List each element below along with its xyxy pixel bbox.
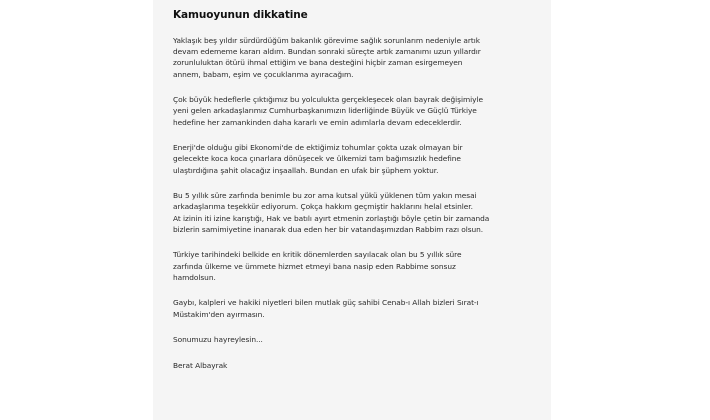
paragraph-2: [173, 94, 533, 128]
text-line: Gaybı, kalpleri ve hakiki niyetleri bilen mutlak güç sahibi Cenab-ı Allah bizleri Sırat-ı: [173, 298, 479, 308]
text-line: Sonumuzu hayreylesin...: [173, 335, 263, 345]
paragraph-6: [173, 297, 533, 319]
letter-page: [153, 0, 551, 420]
closing-line: [173, 334, 533, 345]
text-line: gelecekte koca koca çınarlara dönüşecek ve ülkemizi tam bağımsızlık hedefine: [173, 154, 461, 164]
paragraph-1: [173, 35, 533, 80]
text-line: zorunluluktan ötürü ihmal ettiğim ve bana desteğini hiçbir zaman esirgemeyen: [173, 58, 463, 68]
text-line: zarfında ülkeme ve ümmete hizmet etmeyi bana nasip eden Rabbime sonsuz: [173, 261, 456, 271]
paragraph-3: [173, 142, 533, 176]
text-line: Bu 5 yıllık süre zarfında benimle bu zor ama kutsal yükü yüklenen tüm yakın mesai: [173, 191, 477, 201]
text-line: ulaştırdığına şahit olacağız inşaallah. Bundan en ufak bir şüphem yoktur.: [173, 165, 439, 175]
text-line: Berat Albayrak: [173, 360, 228, 370]
text-line: Müstakim'den ayırmasın.: [173, 309, 265, 319]
text-line: Çok büyük hedeflerle çıktığımız bu yolculukta gerçekleşecek olan bayrak değişimiyle: [173, 95, 483, 105]
text-line: Türkiye tarihindeki belkide en kritik dönemlerden sayılacak olan bu 5 yıllık süre: [173, 250, 462, 260]
paragraph-4: [173, 190, 533, 235]
text-line: Enerji'de olduğu gibi Ekonomi'de de ektiğimiz tohumlar çokta uzak olmayan bir: [173, 143, 463, 153]
text-line: At izinin iti izine karıştığı, Hak ve batılı ayırt etmenin zorlaştığı böyle çetin bir zamanda: [173, 213, 490, 223]
paragraph-5: [173, 249, 533, 283]
text-line: bizlerin samimiyetine inanarak dua eden her bir vatandaşımızdan Rabbim razı olsun.: [173, 224, 484, 234]
text-line: devam edememe kararı aldım. Bundan sonraki süreçte artık zamanımı uzun yıllardır: [173, 47, 481, 57]
text-line: arkadaşlarıma teşekkür ediyorum. Çokça hakkım geçmiştir haklarını helal etsinler.: [173, 202, 473, 212]
letter-title: Kamuoyunun dikkatine: [173, 9, 308, 21]
text-line: hamdolsun.: [173, 272, 216, 282]
text-line: yeni gelen arkadaşlarımız Cumhurbaşkanımızın liderliğinde Büyük ve Güçlü Türkiye: [173, 106, 477, 116]
text-line: hedefine her zamankinden daha kararlı ve emin adımlarla devam edeceklerdir.: [173, 117, 462, 127]
signature-name: [173, 360, 533, 371]
text-line: Yaklaşık beş yıldır sürdürdüğüm bakanlık görevime sağlık sorunlarım nedeniyle artık: [173, 36, 480, 45]
text-line: annem, babam, eşim ve çocuklarıma ayıracağım.: [173, 69, 354, 79]
